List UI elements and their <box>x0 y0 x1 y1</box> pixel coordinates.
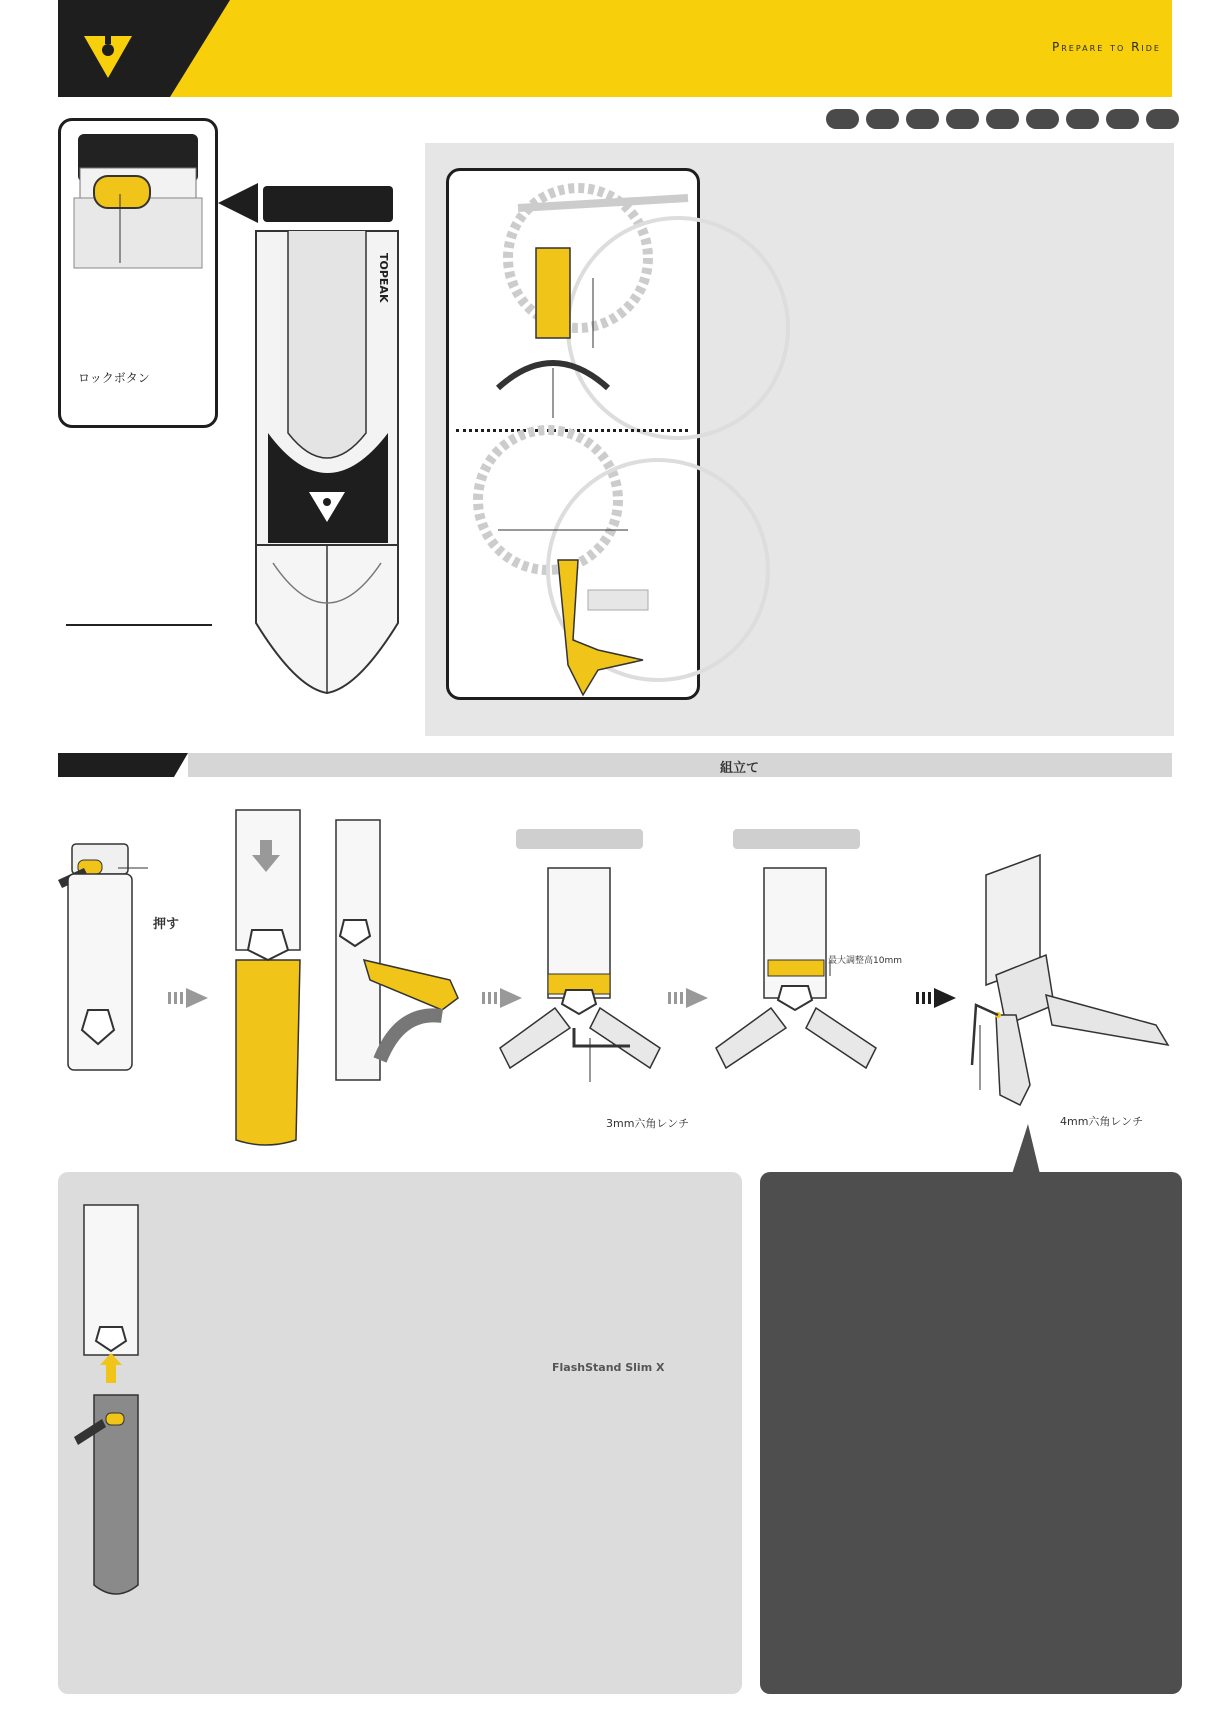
step1-press-lock-illustration <box>58 838 158 1088</box>
step4-tripod-adjust-illustration <box>716 868 886 1078</box>
step2-slide-illustration <box>232 810 312 1150</box>
bike-mount-bottom-illustration <box>458 440 688 690</box>
language-dot[interactable] <box>1106 109 1139 129</box>
language-dot[interactable] <box>1026 109 1059 129</box>
step-arrow-icon <box>168 988 208 1008</box>
header-tagline: Prepare to Ride <box>1052 40 1161 54</box>
language-selector <box>826 109 1179 129</box>
section-bar <box>188 753 1172 777</box>
step2b-unfold-leg-illustration <box>330 820 470 1090</box>
language-dot[interactable] <box>986 109 1019 129</box>
language-dot[interactable] <box>946 109 979 129</box>
section-bar-accent <box>58 753 188 777</box>
assembly-section-title: 組立て <box>720 761 760 776</box>
product-name: FlashStand Slim X <box>552 1361 665 1374</box>
step3-tripod-3mm-illustration <box>500 868 670 1078</box>
lock-button-label: ロックボタン <box>78 371 150 385</box>
step-arrow-dark-icon <box>916 988 956 1008</box>
disassembly-panel <box>58 1172 742 1694</box>
notes-panel <box>760 1172 1182 1694</box>
max-adjust-label: 最大調整高10mm <box>828 956 902 966</box>
language-dot[interactable] <box>826 109 859 129</box>
brand-mark-vertical: TOPEAK <box>377 253 390 303</box>
step4-badge <box>733 829 860 849</box>
bike-mount-top-illustration <box>458 178 688 418</box>
divider-line <box>66 624 212 626</box>
language-dot[interactable] <box>906 109 939 129</box>
callout-pointer <box>1004 1124 1044 1174</box>
language-dot[interactable] <box>1146 109 1179 129</box>
lock-button-illustration <box>68 128 208 268</box>
step3-badge <box>516 829 643 849</box>
wrench-4mm-label: 4mm六角レンチ <box>1060 1115 1144 1128</box>
step-arrow-icon <box>668 988 708 1008</box>
language-dot[interactable] <box>1066 109 1099 129</box>
wrench-3mm-label: 3mm六角レンチ <box>606 1117 690 1130</box>
disassembly-illustration <box>80 1205 160 1605</box>
step5-tripod-4mm-illustration <box>956 855 1176 1115</box>
header-logo-block <box>58 0 230 97</box>
flashstand-closed-illustration <box>218 183 418 693</box>
push-label: 押す <box>153 917 180 932</box>
language-dot[interactable] <box>866 109 899 129</box>
